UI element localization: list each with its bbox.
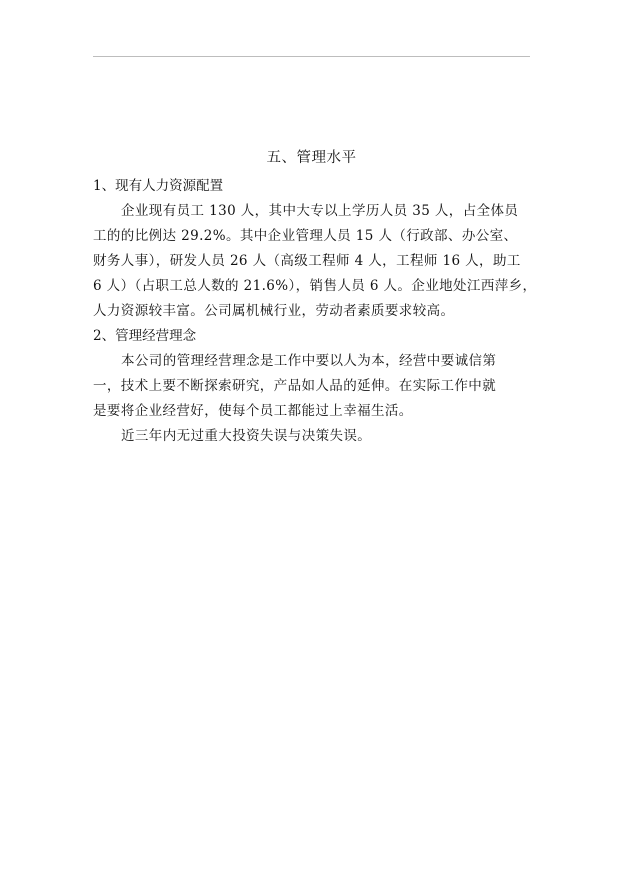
paragraph (93, 199, 537, 324)
paragraph-line: 一，技术上要不断探索研究，产品如人品的延伸。在实际工作中就 (93, 378, 497, 394)
paragraph-line: 6 人）（占职工总人数的 21.6%），销售人员 6 人。企业地处江西萍乡， (93, 278, 537, 294)
section-management-philosophy (93, 324, 530, 449)
paragraph-line: 人力资源较丰富。公司属机械行业，劳动者素质要求较高。 (93, 303, 455, 319)
document-body (93, 146, 537, 449)
header-rule (93, 56, 530, 57)
paragraph (93, 349, 530, 424)
section-human-resources (93, 174, 537, 324)
paragraph-line: 财务人事），研发人员 26 人（高级工程师 4 人，工程师 16 人，助工 (93, 253, 521, 269)
paragraph-line: 本公司的管理经营理念是工作中要以人为本，经营中要诚信第 (121, 353, 497, 369)
subsection-heading: 2、管理经营理念 (93, 328, 197, 344)
paragraph-line: 工的的比例达 29.2%。其中企业管理人员 15 人（行政部、办公室、 (93, 228, 518, 244)
paragraph (93, 424, 530, 449)
section-title: 五、管理水平 (266, 150, 357, 166)
subsection-heading: 1、现有人力资源配置 (93, 178, 224, 194)
paragraph-line: 是要将企业经营好，使每个员工都能过上幸福生活。 (93, 403, 413, 419)
paragraph-line: 企业现有员工 130 人，其中大专以上学历人员 35 人，占全体员 (121, 203, 519, 219)
paragraph-line: 近三年内无过重大投资失误与决策失误。 (121, 428, 372, 444)
